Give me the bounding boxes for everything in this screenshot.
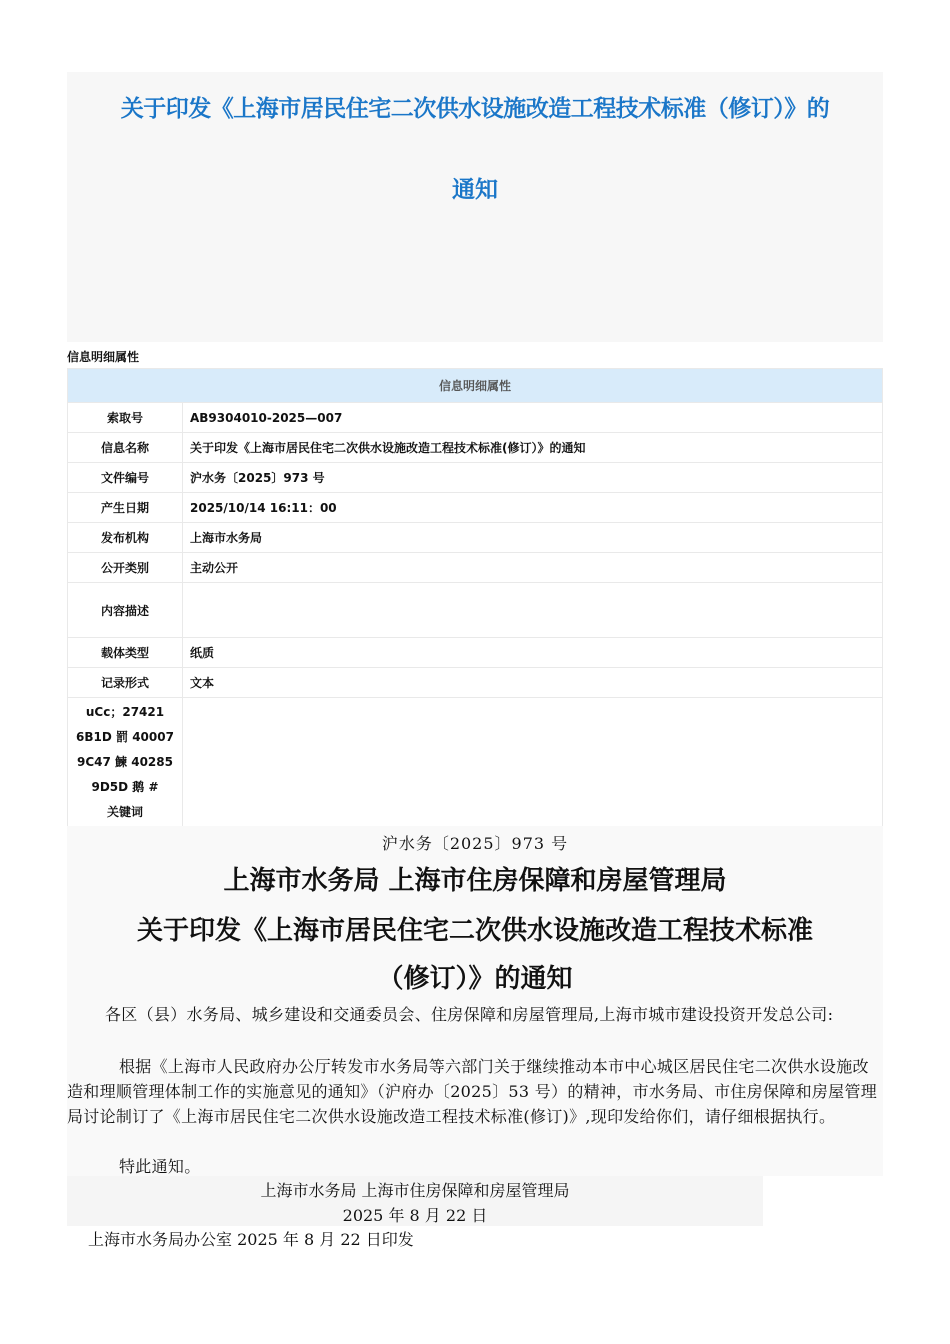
row-value-created-date: 2025/10/14 16:11：00 [183, 493, 883, 523]
row-value-info-name: 关于印发《上海市居民住宅二次供水设施改造工程技术标准(修订）》的通知 [183, 433, 883, 463]
row-key-publisher: 发布机构 [68, 523, 183, 553]
table-row [68, 403, 883, 433]
doc-title-line3: （修订）》的通知 [377, 964, 573, 994]
row-key-index-number: 索取号 [68, 403, 183, 433]
doc-sign-date: 2025 年 8 月 22 日 [342, 1206, 488, 1225]
row-key-info-name: 信息名称 [68, 433, 183, 463]
doc-title-line2: 关于印发《上海市居民住宅二次供水设施改造工程技术标准 [136, 916, 813, 946]
row-value-record-form: 文本 [183, 668, 883, 698]
table-row [68, 553, 883, 583]
row-key-keywords [68, 698, 183, 827]
row-value-publisher: 上海市水务局 [183, 523, 883, 553]
table-row [68, 493, 883, 523]
table-row [68, 583, 883, 638]
doc-recipients: 各区（县）水务局、城乡建设和交通委员会、住房保障和房屋管理局,上海市城市建设投资开发总公司: [105, 1005, 834, 1024]
row-key-record-form: 记录形式 [68, 668, 183, 698]
row-value-file-number: 沪水务〔2025〕973 号 [183, 463, 883, 493]
keywords-line: uCc；27421 [85, 704, 165, 719]
page-title-line2: 通知 [452, 177, 498, 203]
doc-issued-by: 上海市水务局办公室 2025 年 8 月 22 日印发 [88, 1230, 414, 1249]
doc-body-paragraph: 根据《上海市人民政府办公厅转发市水务局等六部门关于继续推动本市中心城区居民住宅二次供水设施改造和理顺管理体制工作的实施意见的通知》（沪府办〔2025〕53 号）的精神，市水务局、市住房保障和房屋管理局讨论制订了《上海市居民住宅二次供水设施改造工程技术标准(修订)》,现印发给你们，请仔细根据执行。 [67, 1057, 878, 1126]
table-row [68, 638, 883, 668]
doc-closing: 特此通知。 [119, 1157, 201, 1176]
table-row [68, 668, 883, 698]
row-value-description [183, 583, 883, 638]
row-key-created-date: 产生日期 [68, 493, 183, 523]
keywords-line: 关键词 [106, 804, 143, 819]
doc-title-line1: 上海市水务局 上海市住房保障和房屋管理局 [223, 866, 727, 896]
info-table-header: 信息明细属性 [68, 369, 883, 403]
table-row [68, 463, 883, 493]
keywords-line: 9C47 鰊 40285 [77, 754, 173, 769]
title-block [67, 72, 883, 342]
row-value-carrier-type: 纸质 [183, 638, 883, 668]
keywords-line: 9D5D 鹅 # [91, 779, 159, 794]
row-value-disclosure-type: 主动公开 [183, 553, 883, 583]
row-value-index-number: AB9304010-2025—007 [183, 403, 883, 433]
table-row [68, 433, 883, 463]
row-key-disclosure-type: 公开类别 [68, 553, 183, 583]
keywords-line: 6B1D 罰 40007 [76, 729, 174, 744]
document-body [67, 826, 883, 1176]
row-value-keywords [183, 698, 883, 827]
table-row [68, 698, 883, 827]
row-key-description: 内容描述 [68, 583, 183, 638]
table-row [68, 523, 883, 553]
info-caption: 信息明细属性 [67, 350, 140, 364]
row-key-file-number: 文件编号 [68, 463, 183, 493]
info-table [67, 368, 883, 827]
page-title-line1: 关于印发《上海市居民住宅二次供水设施改造工程技术标准（修订）》的 [120, 96, 830, 122]
row-key-carrier-type: 载体类型 [68, 638, 183, 668]
doc-number: 沪水务〔2025〕973 号 [381, 834, 569, 853]
signature-block [67, 1176, 763, 1226]
doc-signatories: 上海市水务局 上海市住房保障和房屋管理局 [260, 1181, 570, 1200]
info-table-header-row [68, 369, 883, 403]
